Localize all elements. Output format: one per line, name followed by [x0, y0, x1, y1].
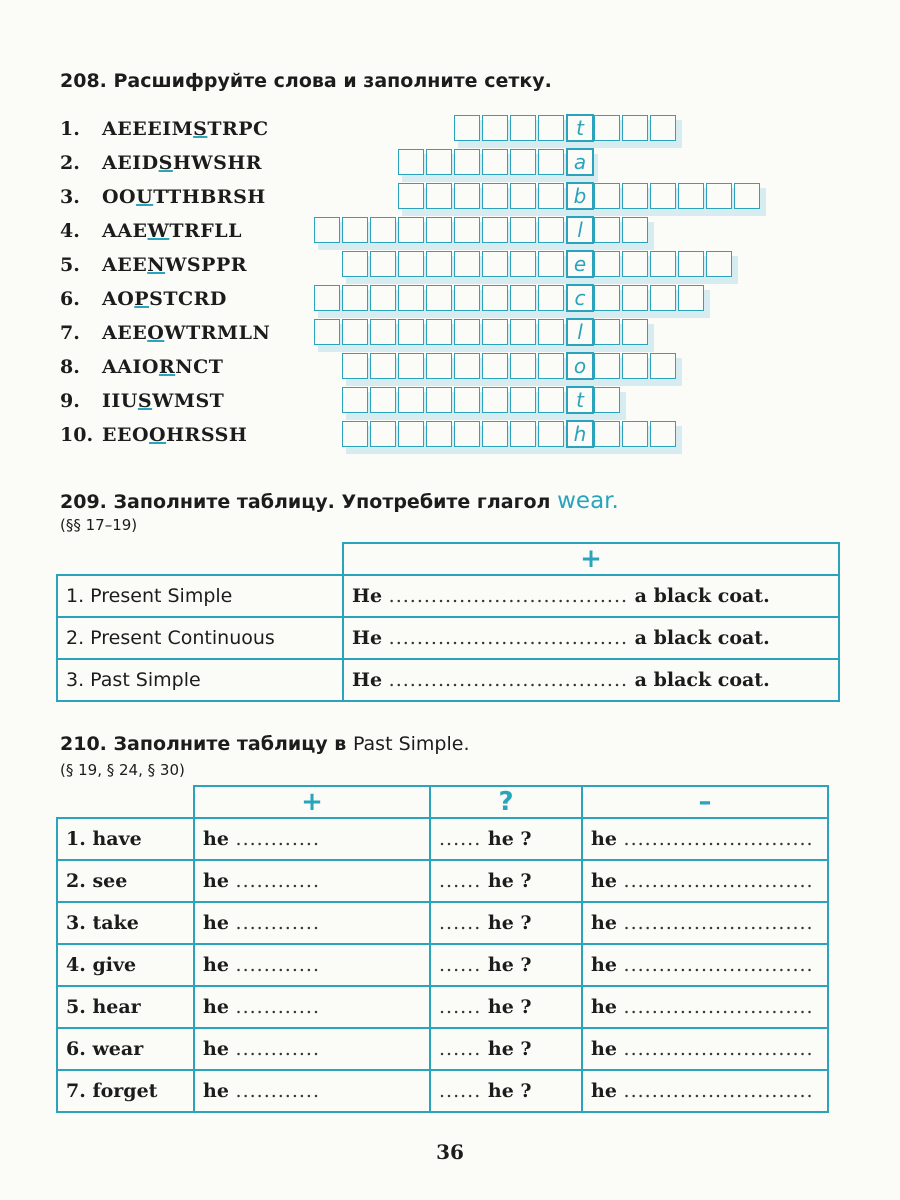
verb-cell: 5. hear	[57, 986, 194, 1028]
negative-cell[interactable]: he ...........................	[582, 986, 828, 1028]
grid-cell[interactable]	[482, 421, 508, 447]
answer-cell[interactable]: He .................................. a black coat.	[343, 617, 839, 659]
grid-cell[interactable]	[454, 353, 480, 379]
question-cell[interactable]: ...... he ?	[430, 1070, 582, 1112]
grid-cell[interactable]	[678, 183, 704, 209]
keyword-letter-cell: o	[566, 352, 594, 380]
grid-cell[interactable]	[342, 387, 368, 413]
grid-cell[interactable]	[538, 319, 564, 345]
grid-cell[interactable]	[398, 183, 424, 209]
grid-cell[interactable]	[370, 217, 396, 243]
grid-cell[interactable]	[650, 421, 676, 447]
affirmative-cell[interactable]: he ............	[194, 944, 430, 986]
exercise-209-references: (§§ 17–19)	[60, 516, 138, 534]
grid-cell[interactable]	[454, 183, 480, 209]
grid-cell[interactable]	[426, 217, 452, 243]
tense-label: 1. Present Simple	[57, 575, 343, 617]
question-cell[interactable]: ...... he ?	[430, 860, 582, 902]
grid-cell[interactable]	[398, 149, 424, 175]
question-cell[interactable]: ...... he ?	[430, 944, 582, 986]
affirmative-cell[interactable]: he ............	[194, 1070, 430, 1112]
question-cell[interactable]: ...... he ?	[430, 1028, 582, 1070]
grid-cell[interactable]	[594, 353, 620, 379]
keyword-letter-cell: h	[566, 420, 594, 448]
exercise-208-title: 208. Расшифруйте слова и заполните сетку.	[60, 70, 552, 92]
grid-cell[interactable]	[454, 387, 480, 413]
grid-cell[interactable]	[622, 115, 648, 141]
anagram-row: 7. AEEOWTRMLN	[60, 322, 271, 344]
grid-cell[interactable]	[454, 149, 480, 175]
grid-cell[interactable]	[482, 183, 508, 209]
grid-cell[interactable]	[622, 251, 648, 277]
grid-cell[interactable]	[538, 183, 564, 209]
grid-cell[interactable]	[342, 285, 368, 311]
table-row	[57, 575, 839, 617]
grid-cell[interactable]	[454, 115, 480, 141]
table-row	[57, 944, 828, 986]
keyword-letter-cell: a	[566, 148, 594, 176]
grid-cell[interactable]	[510, 421, 536, 447]
table-row	[57, 860, 828, 902]
grid-cell[interactable]	[510, 183, 536, 209]
grid-cell[interactable]	[510, 217, 536, 243]
table-row	[57, 617, 839, 659]
affirmative-cell[interactable]: he ............	[194, 1028, 430, 1070]
grid-cell[interactable]	[650, 183, 676, 209]
grid-cell[interactable]	[426, 387, 452, 413]
grid-cell[interactable]	[426, 183, 452, 209]
keyword-letter-cell: c	[566, 284, 594, 312]
grid-cell[interactable]	[538, 285, 564, 311]
grid-cell[interactable]	[398, 353, 424, 379]
grid-cell[interactable]	[650, 285, 676, 311]
grid-cell[interactable]	[538, 217, 564, 243]
grid-cell[interactable]	[342, 319, 368, 345]
table-row	[57, 1028, 828, 1070]
grid-cell[interactable]	[370, 421, 396, 447]
affirmative-header: +	[194, 786, 430, 818]
table-row	[57, 1070, 828, 1112]
verb-cell: 6. wear	[57, 1028, 194, 1070]
grid-cell[interactable]	[734, 183, 760, 209]
grid-cell[interactable]	[510, 115, 536, 141]
keyword-letter-cell: t	[566, 114, 594, 142]
grid-cell[interactable]	[538, 115, 564, 141]
negative-cell[interactable]: he ...........................	[582, 818, 828, 860]
grid-cell[interactable]	[426, 251, 452, 277]
anagram-row: 6. AOPSTCRD	[60, 288, 227, 310]
grid-cell[interactable]	[342, 421, 368, 447]
grid-cell[interactable]	[314, 217, 340, 243]
verb-cell: 1. have	[57, 818, 194, 860]
grid-cell[interactable]	[398, 251, 424, 277]
tense-label: 3. Past Simple	[57, 659, 343, 701]
anagram-row: 4. AAEWTRFLL	[60, 220, 242, 242]
grid-cell[interactable]	[594, 319, 620, 345]
negative-cell[interactable]: he ...........................	[582, 1070, 828, 1112]
grid-cell[interactable]	[482, 251, 508, 277]
grid-cell[interactable]	[706, 183, 732, 209]
grid-cell[interactable]	[594, 251, 620, 277]
grid-cell[interactable]	[622, 319, 648, 345]
anagram-word-list	[60, 112, 270, 452]
grid-cell[interactable]	[678, 251, 704, 277]
verb-cell: 7. forget	[57, 1070, 194, 1112]
negative-header: –	[582, 786, 828, 818]
grid-cell[interactable]	[342, 217, 368, 243]
grid-cell[interactable]	[426, 353, 452, 379]
grid-cell[interactable]	[594, 285, 620, 311]
grid-cell[interactable]	[398, 387, 424, 413]
grid-cell[interactable]	[370, 353, 396, 379]
grid-cell[interactable]	[342, 353, 368, 379]
past-simple-table	[56, 785, 829, 1113]
anagram-row: 9. IIUSWMST	[60, 390, 225, 412]
grid-cell[interactable]	[538, 149, 564, 175]
negative-cell[interactable]: he ...........................	[582, 902, 828, 944]
grid-cell[interactable]	[398, 285, 424, 311]
wear-forms-table	[56, 542, 840, 702]
keyword-letter-cell: b	[566, 182, 594, 210]
grid-cell[interactable]	[510, 319, 536, 345]
table-row	[57, 818, 828, 860]
grid-cell[interactable]	[622, 353, 648, 379]
table-row	[57, 902, 828, 944]
grid-cell[interactable]	[482, 115, 508, 141]
grid-cell[interactable]	[370, 387, 396, 413]
grid-cell[interactable]	[622, 217, 648, 243]
grid-cell[interactable]	[454, 217, 480, 243]
exercise-210-title: 210. Заполните таблицу в Past Simple.	[60, 733, 470, 755]
anagram-row: 2. AEIDSHWSHR	[60, 152, 263, 174]
grid-cell[interactable]	[650, 251, 676, 277]
grid-cell[interactable]	[398, 421, 424, 447]
grid-cell[interactable]	[426, 285, 452, 311]
grid-cell[interactable]	[650, 115, 676, 141]
grid-cell[interactable]	[510, 353, 536, 379]
grid-cell[interactable]	[594, 387, 620, 413]
grid-cell[interactable]	[314, 285, 340, 311]
keyword-letter-cell: e	[566, 250, 594, 278]
affirmative-header: +	[343, 543, 839, 575]
table-row	[57, 986, 828, 1028]
negative-cell[interactable]: he ...........................	[582, 860, 828, 902]
table-row	[57, 659, 839, 701]
grid-cell[interactable]	[510, 387, 536, 413]
grid-cell[interactable]	[622, 421, 648, 447]
grid-cell[interactable]	[482, 387, 508, 413]
anagram-row: 10. EEOOHRSSH	[60, 424, 248, 446]
exercise-210-references: (§ 19, § 24, § 30)	[60, 761, 185, 779]
grid-cell[interactable]	[342, 251, 368, 277]
grid-cell[interactable]	[482, 285, 508, 311]
grid-cell[interactable]	[594, 115, 620, 141]
grid-cell[interactable]	[594, 183, 620, 209]
verb-cell: 3. take	[57, 902, 194, 944]
keyword-letter-cell: l	[566, 318, 594, 346]
grid-cell[interactable]	[622, 285, 648, 311]
grid-cell[interactable]	[482, 353, 508, 379]
grid-cell[interactable]	[370, 251, 396, 277]
grid-cell[interactable]	[510, 285, 536, 311]
grid-cell[interactable]	[454, 285, 480, 311]
grid-cell[interactable]	[398, 217, 424, 243]
question-header: ?	[430, 786, 582, 818]
anagram-row: 5. AEENWSPPR	[60, 254, 248, 276]
grid-cell[interactable]	[482, 217, 508, 243]
grid-cell[interactable]	[426, 149, 452, 175]
grid-cell[interactable]	[594, 421, 620, 447]
question-cell[interactable]: ...... he ?	[430, 818, 582, 860]
grid-cell[interactable]	[454, 319, 480, 345]
affirmative-cell[interactable]: he ............	[194, 860, 430, 902]
grid-cell[interactable]	[482, 319, 508, 345]
grid-cell[interactable]	[482, 149, 508, 175]
anagram-row: 1. AEEEIMSTRPC	[60, 118, 269, 140]
grid-cell[interactable]	[370, 285, 396, 311]
grid-cell[interactable]	[622, 183, 648, 209]
grid-cell[interactable]	[314, 319, 340, 345]
grid-cell[interactable]	[454, 421, 480, 447]
negative-cell[interactable]: he ...........................	[582, 944, 828, 986]
answer-cell[interactable]: He .................................. a black coat.	[343, 659, 839, 701]
grid-cell[interactable]	[650, 353, 676, 379]
question-cell[interactable]: ...... he ?	[430, 986, 582, 1028]
grid-cell[interactable]	[398, 319, 424, 345]
keyword-letter-cell: l	[566, 216, 594, 244]
verb-cell: 4. give	[57, 944, 194, 986]
grid-cell[interactable]	[538, 251, 564, 277]
question-cell[interactable]: ...... he ?	[430, 902, 582, 944]
verb-cell: 2. see	[57, 860, 194, 902]
grid-cell[interactable]	[510, 149, 536, 175]
grid-cell[interactable]	[538, 387, 564, 413]
grid-cell[interactable]	[426, 319, 452, 345]
grid-cell[interactable]	[454, 251, 480, 277]
grid-cell[interactable]	[594, 217, 620, 243]
anagram-row: 8. AAIORNCT	[60, 356, 224, 378]
anagram-row: 3. OOUTTHBRSH	[60, 186, 266, 208]
grid-cell[interactable]	[678, 285, 704, 311]
grid-cell[interactable]	[370, 319, 396, 345]
page-number: 36	[436, 1140, 464, 1164]
tense-label: 2. Present Continuous	[57, 617, 343, 659]
negative-cell[interactable]: he ...........................	[582, 1028, 828, 1070]
grid-cell[interactable]	[538, 421, 564, 447]
grid-cell[interactable]	[426, 421, 452, 447]
affirmative-cell[interactable]: he ............	[194, 986, 430, 1028]
affirmative-cell[interactable]: he ............	[194, 902, 430, 944]
grid-cell[interactable]	[706, 251, 732, 277]
grid-cell[interactable]	[510, 251, 536, 277]
exercise-209-title: 209. Заполните таблицу. Употребите глагол wear.	[60, 488, 619, 514]
affirmative-cell[interactable]: he ............	[194, 818, 430, 860]
grid-cell[interactable]	[538, 353, 564, 379]
answer-cell[interactable]: He .................................. a black coat.	[343, 575, 839, 617]
keyword-letter-cell: t	[566, 386, 594, 414]
